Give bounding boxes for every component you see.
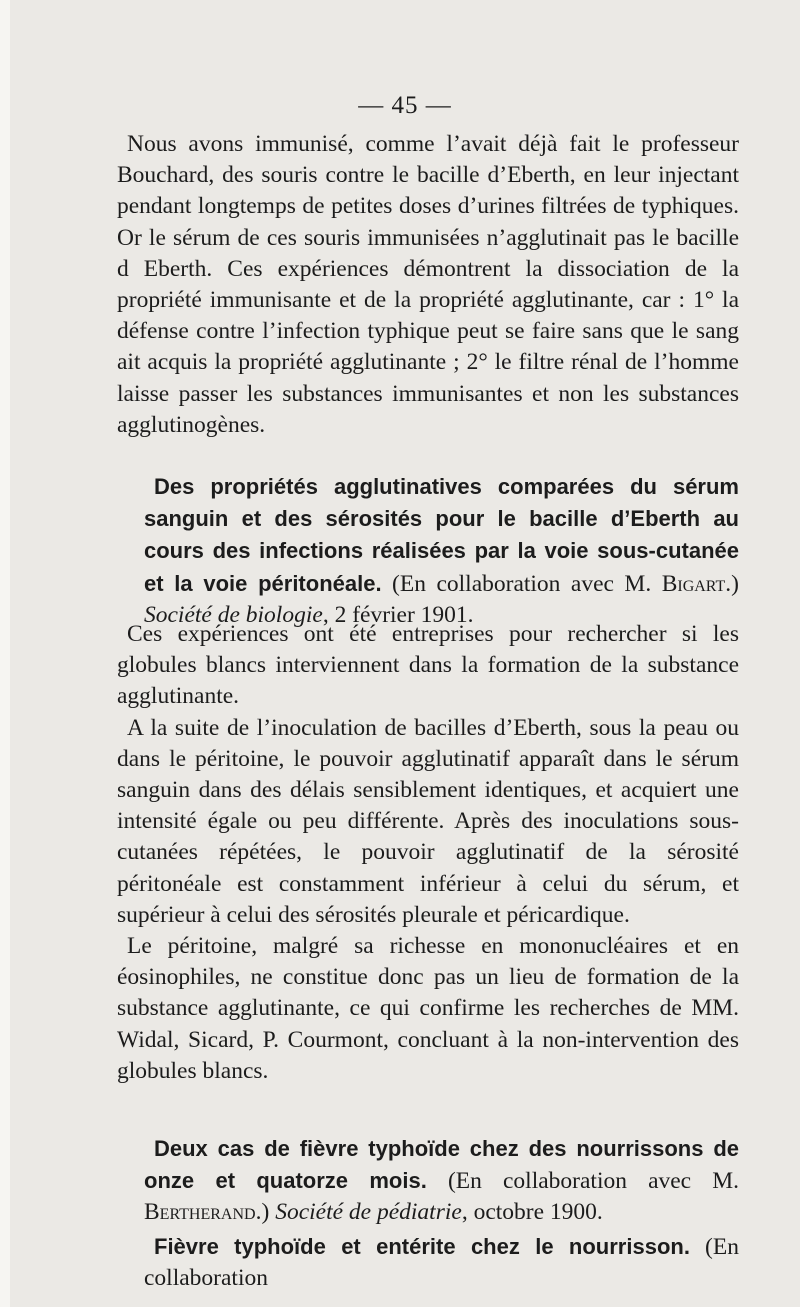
section-nourrissons [117, 1133, 739, 1294]
paragraph-immunisation [117, 129, 739, 441]
entry-1-date: , 2 février 1901. [322, 601, 474, 628]
section-agglutinative-properties [117, 471, 739, 631]
entry-2-collab-suffix: .) [255, 1199, 276, 1226]
entry-1-collab-prefix: (En collaboration avec M. [381, 570, 662, 597]
paragraph-2-text: Ces expériences ont été entreprises pour rechercher si les globules blancs interviennent dans la formation de la substance agglutinante. [117, 621, 739, 710]
section-body-paragraphs [117, 619, 739, 1087]
entry-1-journal: Société de biologie [144, 601, 323, 628]
entry-3-collab-prefix: (En collaboration [144, 1233, 739, 1291]
entry-2-title: Deux cas de fièvre typhoïde chez des nourrissons de onze et quatorze mois. [144, 1136, 739, 1194]
page-number: — 45 — [358, 92, 452, 119]
bibliography-entry-2 [117, 1133, 739, 1229]
entry-2-date: , octobre 1900. [461, 1199, 603, 1226]
entry-2-collab-prefix: (En collaboration avec M. [426, 1168, 739, 1195]
entry-3-title: Fièvre typhoïde et entérite chez le nourrisson. [154, 1233, 690, 1259]
paragraph-3-text: A la suite de l’inoculation de bacilles d’Eberth, sous la peau ou dans le péritoine, le pouvoir agglutinatif apparaît dans le sérum sanguin dans des délais sensiblement identiques, et acquiert une intensité égale ou peu différente. Après des inoculations sous-cutanées répétées, le pouvoir agglutinatif de la sérosité péritonéale est constamment inférieur à celui du sérum, et supérieur à celui des sérosités pleurale et péricardique. [117, 714, 739, 928]
paragraph-4-text: Le péritoine, malgré sa richesse en mononucléaires et en éosinophiles, ne constitue donc pas un lieu de formation de la substance agglutinante, ce qui confirme les recherches de MM. Widal, Sicard, P. Courmont, concluant à la non-intervention des globules blancs. [117, 933, 739, 1084]
bibliography-entry-1 [117, 471, 739, 631]
bibliography-entry-3 [117, 1231, 739, 1294]
entry-1-collab-name: Bigart [661, 570, 726, 597]
entry-2-collab-name: Bertherand [144, 1199, 256, 1226]
paragraph-1-text: Nous avons immunisé, comme l’avait déjà fait le professeur Bouchard, des souris contre le bacille d’Eberth, en leur injectant pendant longtemps de petites doses d’urines filtrées de typhiques. Or le sérum de ces souris immunisées n’agglutinait pas le bacille d Eberth. Ces expériences démontrent la dissociation de la propriété immunisante et de la propriété agglutinante, car : 1° la défense contre l’infection typhique peut se faire sans que le sang ait acquis la propriété agglutinante ; 2° le filtre rénal de l’homme laisse passer les substances immunisantes et non les substances agglutinogènes. [117, 131, 739, 438]
entry-1-collab-suffix: .) [725, 570, 739, 597]
entry-1-title: Des propriétés agglutinatives comparées du sérum sanguin et des sérosités pour le bacille d’Eberth au cours des infections réalisées par la voie sous-cutanée et la voie péritonéale. [144, 474, 739, 596]
entry-2-journal: Société de pédiatrie [275, 1199, 462, 1226]
